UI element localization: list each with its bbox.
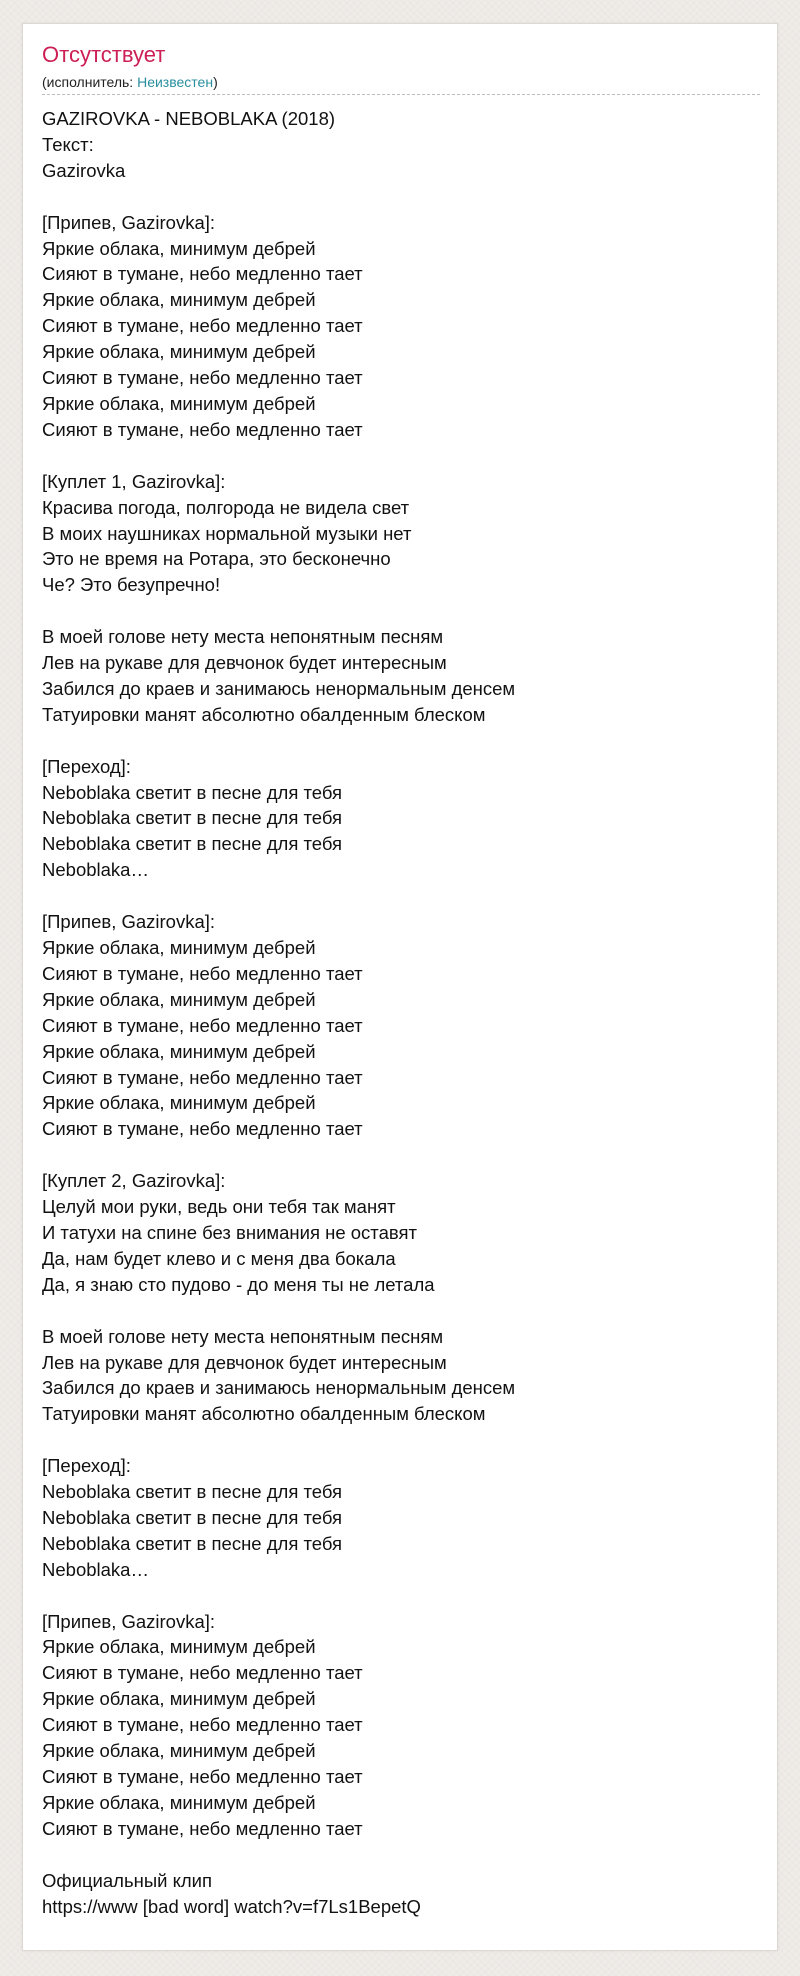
artist-line xyxy=(42,74,218,90)
artist-prefix: (исполнитель: xyxy=(42,74,138,90)
header-divider xyxy=(42,94,760,95)
lyrics-card xyxy=(22,23,778,1951)
artist-link[interactable]: Неизвестен xyxy=(137,74,214,90)
artist-suffix: ) xyxy=(213,74,218,90)
song-title: Отсутствует xyxy=(42,42,166,67)
lyrics-text: GAZIROVKA - NEBOBLAKA (2018) Текст: Gazirovka [Припев, Gazirovka]: Яркие облака, минимум дебрей Сияют в тумане, небо медленно тает Яркие облака, минимум дебрей Сияют в тумане, небо медленно тает Яркие облака, минимум дебрей Сияют в тумане, небо медленно тает Яркие облака, минимум дебрей Сияют в тумане, небо медленно тает [Куплет 1, Gazirovka]: Красива погода, полгорода не видела свет В моих наушниках нормальной музыки нет Это не время на Ротара, это бесконечно Че? Это безупречно! В моей голове нету места непонятным песням Лев на рукаве для девчонок будет интересным Забился до краев и занимаюсь ненормальным денсем Татуировки манят абсолютно обалденным блеском [Переход]: Neboblaka светит в песне для тебя Neboblaka светит в песне для тебя Neboblaka светит в песне для тебя Neboblaka… [Припев, Gazirovka]: Яркие облака, минимум дебрей Сияют в тумане, небо медленно тает Яркие облака, минимум дебрей Сияют в тумане, небо медленно тает Яркие облака, минимум дебрей Сияют в тумане, небо медленно тает Яркие облака, минимум дебрей Сияют в тумане, небо медленно тает [Куплет 2, Gazirovka]: Целуй мои руки, ведь они тебя так манят И татухи на спине без внимания не оставят Да, нам будет клево и с меня два бокала Да, я знаю сто пудово - до меня ты не летала В моей голове нету места непонятным песням Лев на рукаве для девчонок будет интересным Забился до краев и занимаюсь ненормальным денсем Татуировки манят абсолютно обалденным блеском [Переход]: Neboblaka светит в песне для тебя Neboblaka светит в песне для тебя Neboblaka светит в песне для тебя Neboblaka… [Припев, Gazirovka]: Яркие облака, минимум дебрей Сияют в тумане, небо медленно тает Яркие облака, минимум дебрей Сияют в тумане, небо медленно тает Яркие облака, минимум дебрей Сияют в тумане, небо медленно тает Яркие облака, минимум дебрей Сияют в тумане, небо медленно тает Официальный клип https://www [bad word] watch?v=f7Ls1BepetQ xyxy=(42,108,516,1917)
